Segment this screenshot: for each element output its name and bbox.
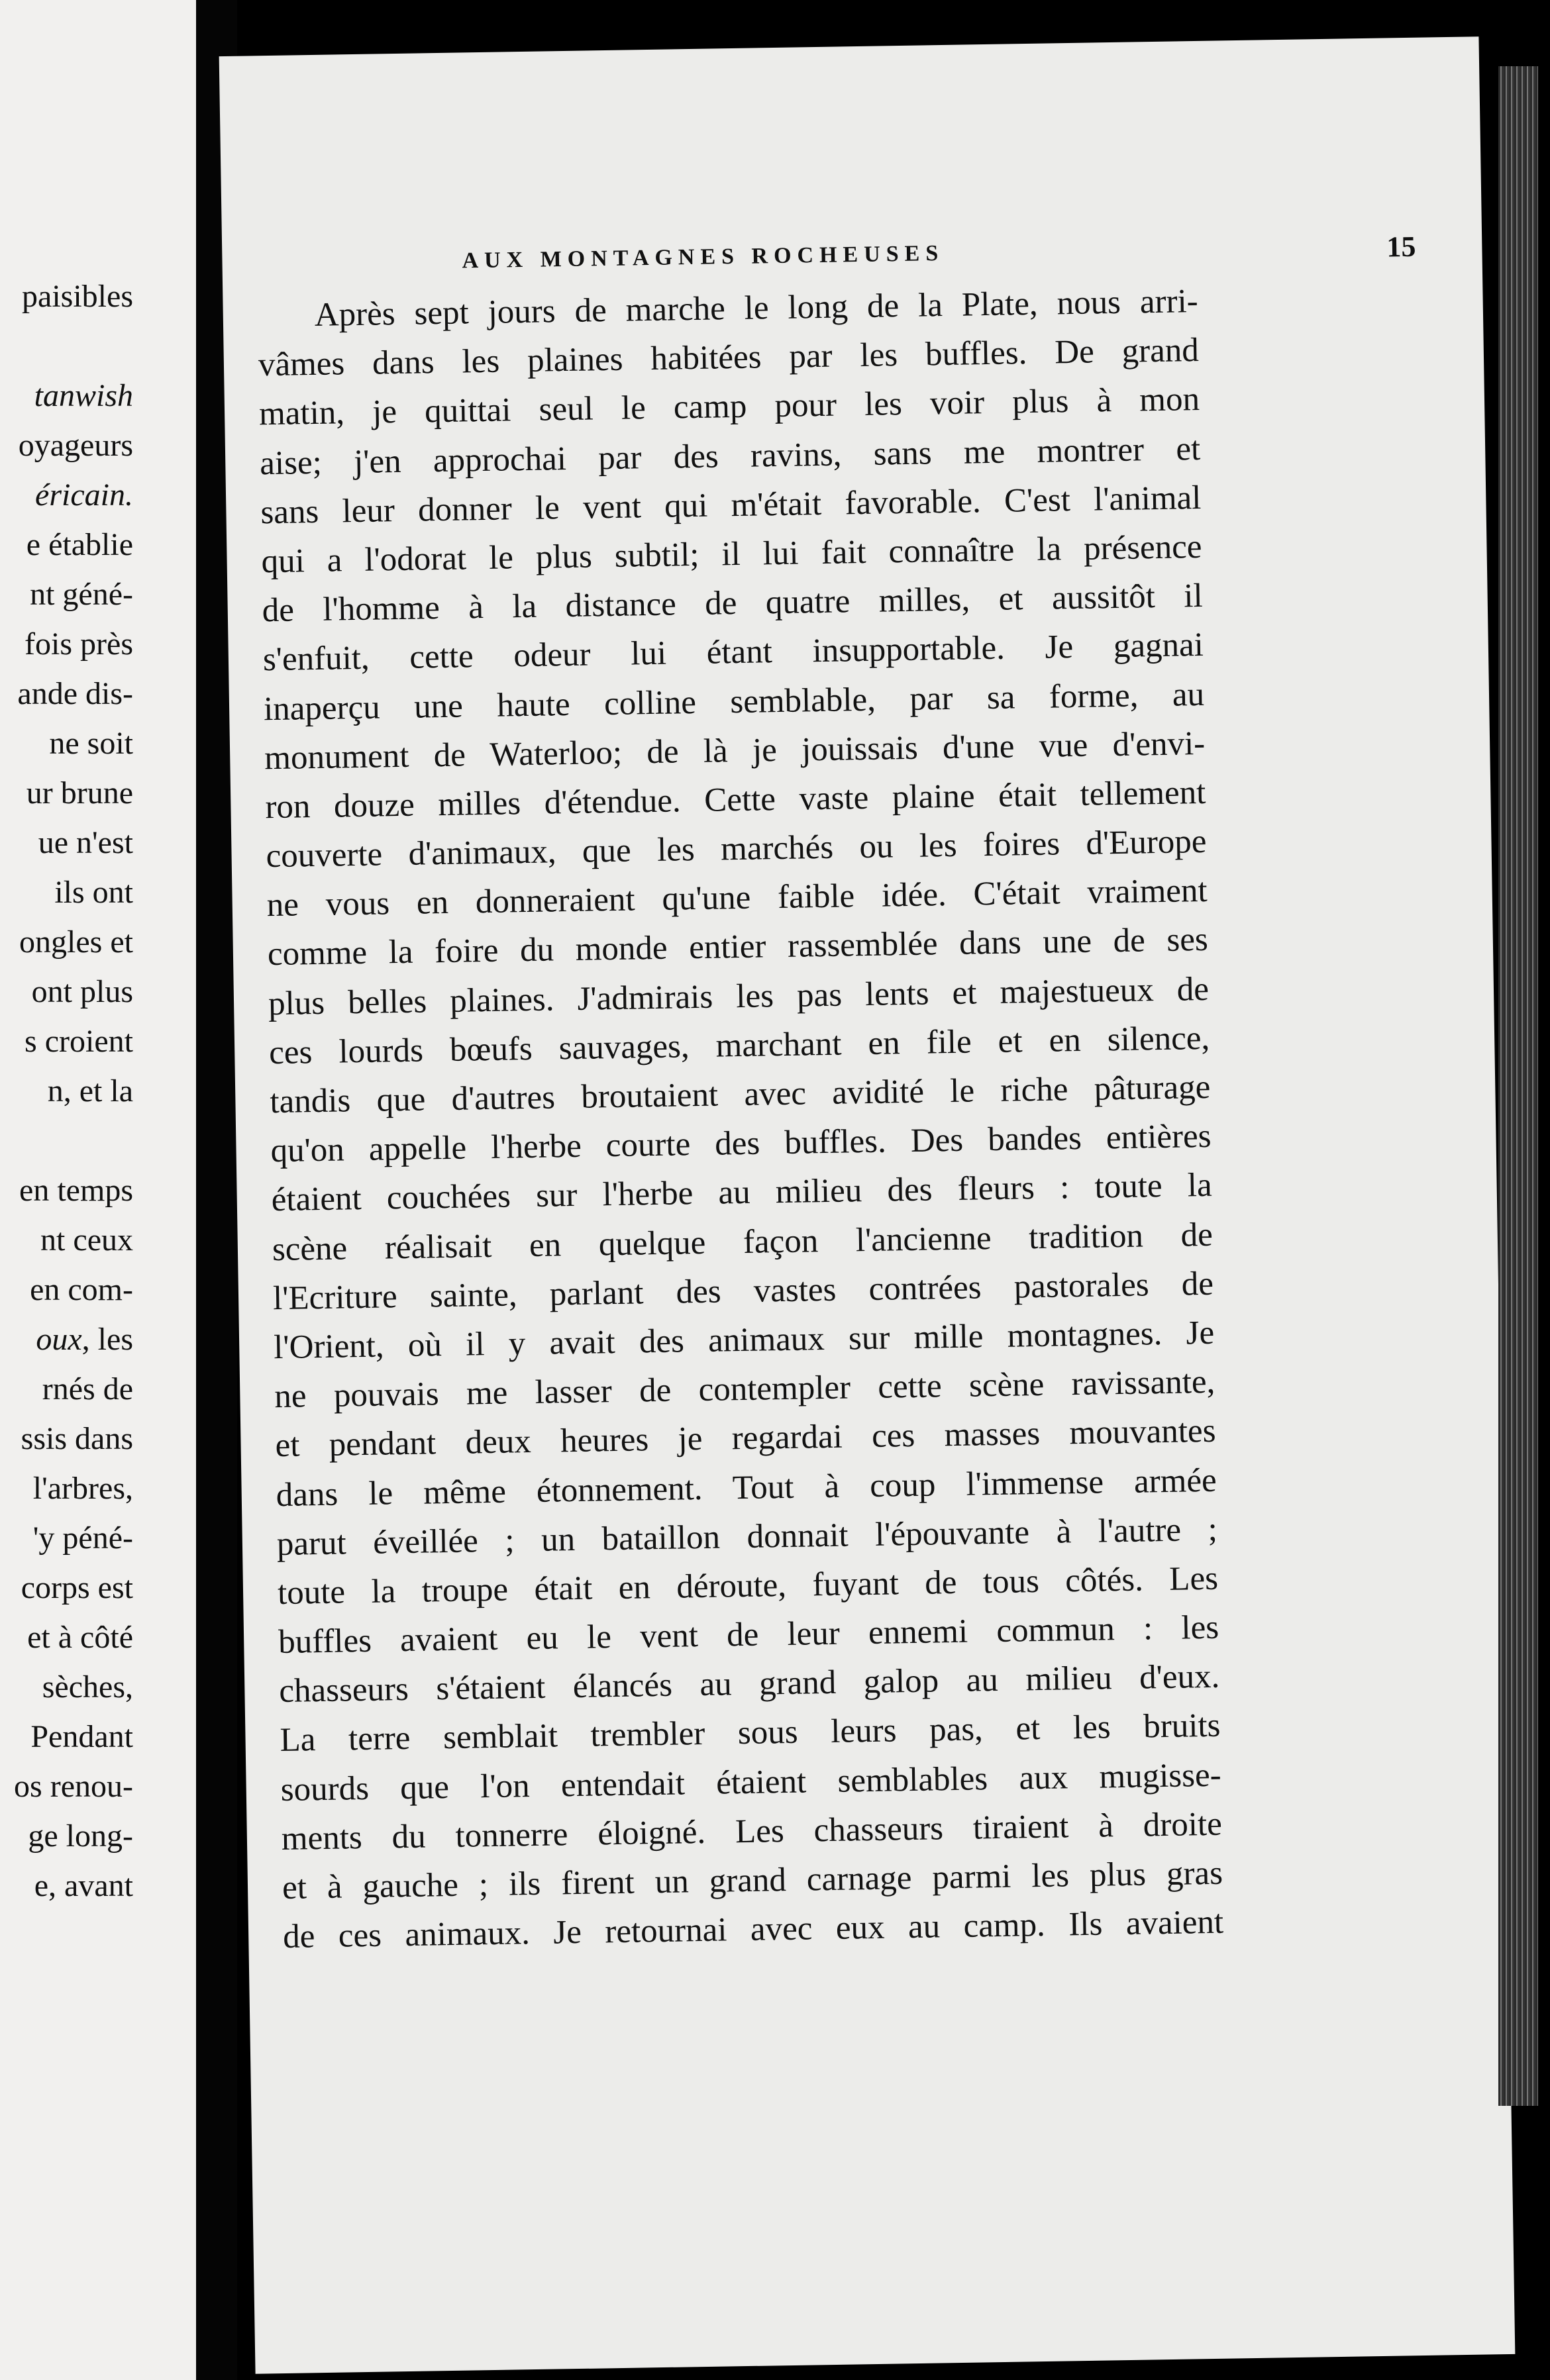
- text-line: qui a l'odorat le plus subtil; il lui fait connaître la présence: [261, 528, 1202, 581]
- right-page: [219, 36, 1516, 2373]
- left-page-line: nt géné-: [30, 577, 133, 612]
- text-line: qu'on appelle l'herbe courte des buffles. Des bandes entières: [270, 1118, 1212, 1170]
- left-page-line: oux, les: [36, 1322, 133, 1357]
- text-line: étaient couchées sur l'herbe au milieu des fleurs : toute la: [271, 1167, 1213, 1219]
- text-line: l'Ecriture sainte, parlant des vastes contrées pastorales de: [272, 1265, 1214, 1317]
- left-page-line: nt ceux: [40, 1222, 133, 1258]
- left-page-line: rnés de: [42, 1371, 133, 1407]
- text-line: Après sept jours de marche le long de la Plate, nous arri-: [314, 282, 1199, 334]
- text-line: ments du tonnerre éloigné. Les chasseurs tiraient à droite: [281, 1805, 1223, 1858]
- text-line: comme la foire du monde entier rassemblée dans une de ses: [267, 921, 1209, 973]
- text-line: La terre semblait trembler sous leurs pas, et les bruits: [280, 1707, 1221, 1760]
- text-line: inaperçu une haute colline semblable, par sa forme, au: [263, 675, 1205, 728]
- left-page-line: oyageurs: [18, 428, 133, 463]
- text-line: ces lourds bœufs sauvages, marchant en file et en silence,: [268, 1019, 1210, 1071]
- left-page-line: [0, 1116, 133, 1165]
- left-page-line: ils ont: [54, 875, 133, 910]
- text-line: ne vous en donneraient qu'une faible idée. C'était vraiment: [266, 872, 1208, 924]
- left-page-line: en temps: [19, 1173, 133, 1208]
- left-page-line: ne soit: [49, 726, 133, 761]
- left-page-line: corps est: [21, 1570, 133, 1605]
- left-page-line: os renou-: [14, 1769, 133, 1804]
- text-line: sourds que l'on entendait étaient semblables aux mugisse-: [280, 1756, 1222, 1809]
- left-page-line: ongles et: [19, 924, 133, 960]
- text-line: plus belles plaines. J'admirais les pas lents et majestueux de: [268, 970, 1210, 1022]
- text-line: et à gauche ; ils firent un grand carnage parmi les plus gras: [282, 1854, 1223, 1907]
- text-line: monument de Waterloo; de là je jouissais d'une vue d'envi-: [264, 724, 1206, 777]
- left-page-line: éricain.: [35, 477, 133, 513]
- left-page-line: e établie: [26, 527, 133, 562]
- left-page-text: [0, 272, 133, 1910]
- page-edges: [1498, 66, 1538, 2106]
- text-line: buffles avaient eu le vent de leur ennemi commun : les: [278, 1609, 1219, 1661]
- text-line: tandis que d'autres broutaient avec avidité le riche pâturage: [270, 1068, 1211, 1121]
- text-line: de l'homme à la distance de quatre milles, et aussitôt il: [262, 577, 1204, 630]
- text-line: parut éveillée ; un bataillon donnait l'épouvante à l'autre ;: [276, 1511, 1218, 1563]
- text-line: scène réalisait en quelque façon l'ancienne tradition de: [272, 1216, 1214, 1268]
- text-line: l'Orient, où il y avait des animaux sur mille montagnes. Je: [273, 1314, 1215, 1367]
- left-page-line: ssis dans: [21, 1421, 133, 1456]
- text-line: ne pouvais me lasser de contempler cette scène ravissante,: [274, 1363, 1215, 1416]
- left-page-line: n, et la: [47, 1073, 133, 1109]
- left-page-line: paisibles: [22, 279, 133, 314]
- left-page-line: e, avant: [34, 1868, 133, 1903]
- text-line: chasseurs s'étaient élancés au grand galop au milieu d'eux.: [278, 1658, 1220, 1711]
- text-line: de ces animaux. Je retournai avec eux au camp. Ils avaient: [282, 1903, 1224, 1956]
- left-page-line: 'y péné-: [32, 1520, 133, 1556]
- text-line: ron douze milles d'étendue. Cette vaste plaine était tellement: [265, 773, 1206, 826]
- text-line: aise; j'en approchai par des ravins, sans me montrer et: [259, 430, 1201, 482]
- left-page-line: ont plus: [31, 974, 133, 1009]
- text-line: vâmes dans les plaines habitées par les buffles. De grand: [258, 332, 1200, 384]
- left-page-line: [0, 321, 133, 371]
- left-page-line: ande dis-: [17, 676, 133, 711]
- text-line: matin, je quittai seul le camp pour les voir plus à mon: [258, 381, 1200, 433]
- left-page: [0, 0, 196, 2380]
- left-page-line: sèches,: [42, 1669, 133, 1705]
- text-line: et pendant deux heures je regardai ces masses mouvantes: [275, 1413, 1216, 1465]
- text-line: sans leur donner le vent qui m'était favorable. C'est l'animal: [260, 479, 1202, 531]
- left-page-line: en com-: [30, 1272, 133, 1307]
- page-number: 15: [1386, 230, 1416, 264]
- left-page-line: Pendant: [30, 1719, 133, 1754]
- text-line: dans le même étonnement. Tout à coup l'immense armée: [276, 1462, 1217, 1514]
- running-title: AUX MONTAGNES ROCHEUSES: [462, 240, 945, 273]
- left-page-line: fois près: [25, 626, 133, 662]
- left-page-line: ur brune: [26, 775, 133, 811]
- text-line: toute la troupe était en déroute, fuyant de tous côtés. Les: [277, 1560, 1219, 1612]
- left-page-line: ue n'est: [38, 825, 133, 860]
- left-page-line: s croient: [25, 1024, 133, 1059]
- left-page-line: l'arbres,: [32, 1471, 133, 1506]
- text-line: couverte d'animaux, que les marchés ou les foires d'Europe: [266, 822, 1207, 875]
- text-line: s'enfuit, cette odeur lui étant insupportable. Je gagnai: [262, 626, 1204, 679]
- left-page-line: et à côté: [27, 1620, 133, 1655]
- left-page-line: ge long-: [28, 1818, 133, 1854]
- body-text: [257, 277, 1223, 1961]
- left-page-line: tanwish: [34, 378, 133, 413]
